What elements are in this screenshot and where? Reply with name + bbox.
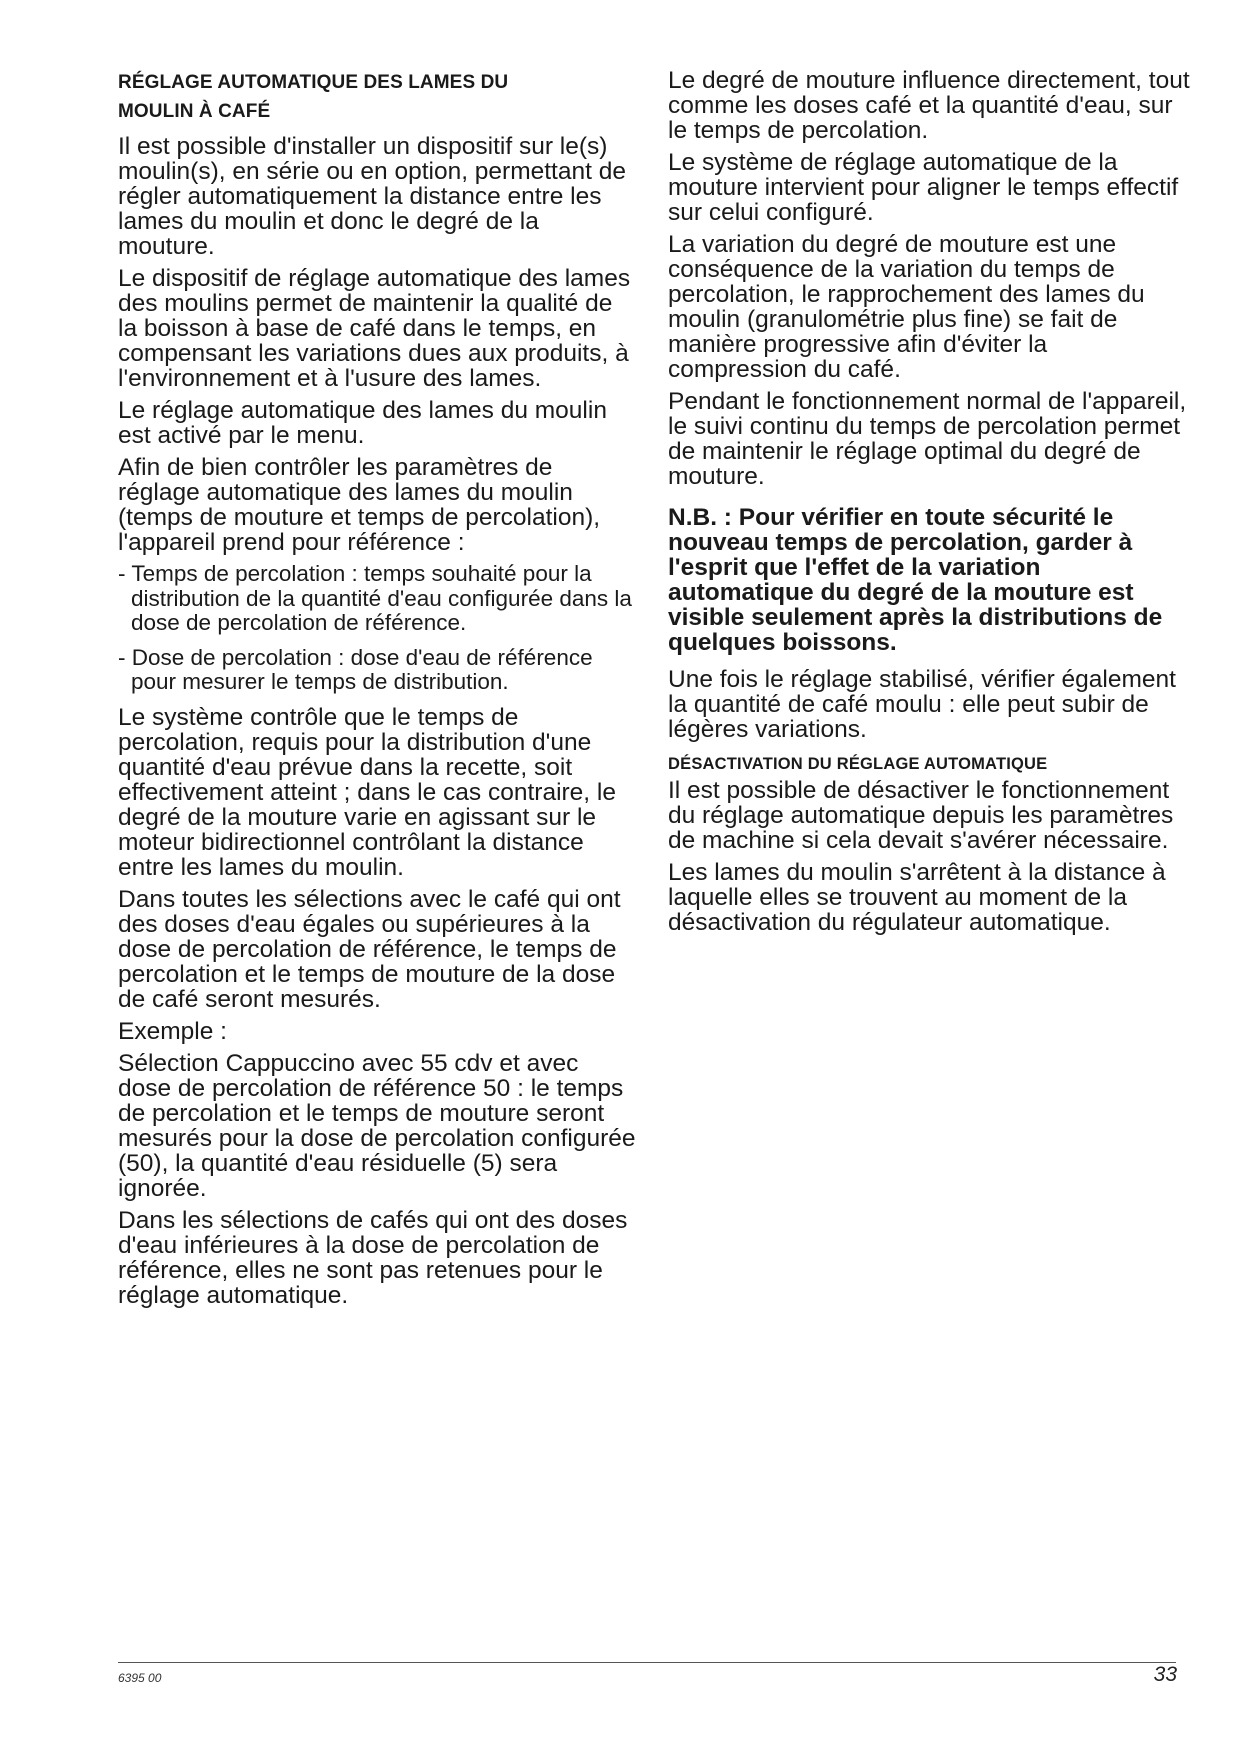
paragraph-grind-influence: Le degré de mouture influence directement, tout comme les doses café et la quantité d'eau, sur le temps de percolation. <box>668 67 1190 144</box>
document-code: 6395 00 <box>118 1671 162 1685</box>
note-warning: N.B. : Pour vérifier en toute sécurité le nouveau temps de percolation, garder à l'esprit que l'effet de la variation automatique du degré de la mouture est visible seulement après la distributions de quelques boissons. <box>668 504 1163 656</box>
page-number: 33 <box>1153 1663 1177 1686</box>
left-column <box>118 68 638 1315</box>
heading-line-1: RÉGLAGE AUTOMATIQUE DES LAMES DU <box>118 72 509 93</box>
bullet-percolation-time: - Temps de percolation : temps souhaité pour la distribution de la quantité d'eau configurée dans la dose de percolation de référence. <box>118 561 632 635</box>
paragraph-reference-params: Afin de bien contrôler les paramètres de réglage automatique des lames du moulin (temps de mouture et temps de percolation), l'appareil prend pour référence : <box>118 454 601 556</box>
paragraph-example-label: Exemple : <box>118 1017 227 1045</box>
paragraph-deactivate: Il est possible de désactiver le fonctionnement du réglage automatique depuis les paramètres de machine si cela devait s'avérer nécessaire. <box>668 777 1174 854</box>
paragraph-normal-operation: Pendant le fonctionnement normal de l'appareil, le suivi continu du temps de percolation permet de maintenir le réglage optimal du degré de mouture. <box>668 388 1187 490</box>
footer-divider <box>118 1662 1176 1663</box>
paragraph-alignment: Le système de réglage automatique de la mouture intervient pour aligner le temps effectif sur celui configuré. <box>668 149 1179 226</box>
heading-line-2: MOULIN À CAFÉ <box>118 101 271 122</box>
paragraph-example: Sélection Cappuccino avec 55 cdv et avec dose de percolation de référence 50 : le temps de percolation et le temps de mouture seront mesurés pour la dose de percolation configurée (50), la quantité d'eau résiduelle (5) sera ignorée. <box>118 1049 636 1202</box>
paragraph-system-control: Le système contrôle que le temps de percolation, requis pour la distribution d'une quantité d'eau prévue dans la recette, soit effectivement atteint ; dans le cas contraire, le degré de la mouture varie en agissant sur le moteur bidirectionnel contrôlant la distance entre les lames du moulin. <box>118 703 616 881</box>
paragraph-intro: Il est possible d'installer un dispositif sur le(s) moulin(s), en série ou en option, permettant de régler automatiquement la distance entre les lames du moulin et donc le degré de la mouture. <box>118 133 626 260</box>
bullet-percolation-dose: - Dose de percolation : dose d'eau de référence pour mesurer le temps de distribution. <box>118 644 593 694</box>
paragraph-blades-stop: Les lames du moulin s'arrêtent à la distance à laquelle elles se trouvent au moment de la désactivation du régulateur automatique. <box>668 859 1166 936</box>
paragraph-menu-activation: Le réglage automatique des lames du moulin est activé par le menu. <box>118 397 607 449</box>
section-heading <box>118 68 638 126</box>
paragraph-variation: La variation du degré de mouture est une conséquence de la variation du temps de percolation, le rapprochement des lames du moulin (granulométrie plus fine) se fait de manière progressive afin d'éviter la compression du café. <box>668 231 1145 383</box>
paragraph-stabilized: Une fois le réglage stabilisé, vérifier également la quantité de café moulu : elle peut subir de légères variations. <box>668 666 1176 743</box>
paragraph-lower-doses: Dans les sélections de cafés qui ont des doses d'eau inférieures à la dose de percolation de référence, elles ne sont pas retenues pour le réglage automatique. <box>118 1206 628 1309</box>
right-column <box>668 68 1190 942</box>
subheading-deactivation: DÉSACTIVATION DU RÉGLAGE AUTOMATIQUE <box>668 755 1048 773</box>
paragraph-device-purpose: Le dispositif de réglage automatique des lames des moulins permet de maintenir la qualité de la boisson à base de café dans le temps, en compensant les variations dues aux produits, à l'environnement et à l'usure des lames. <box>118 265 631 392</box>
paragraph-all-selections: Dans toutes les sélections avec le café qui ont des doses d'eau égales ou supérieures à la dose de percolation de référence, le temps de percolation et le temps de mouture de la dose de café seront mesurés. <box>118 885 621 1013</box>
